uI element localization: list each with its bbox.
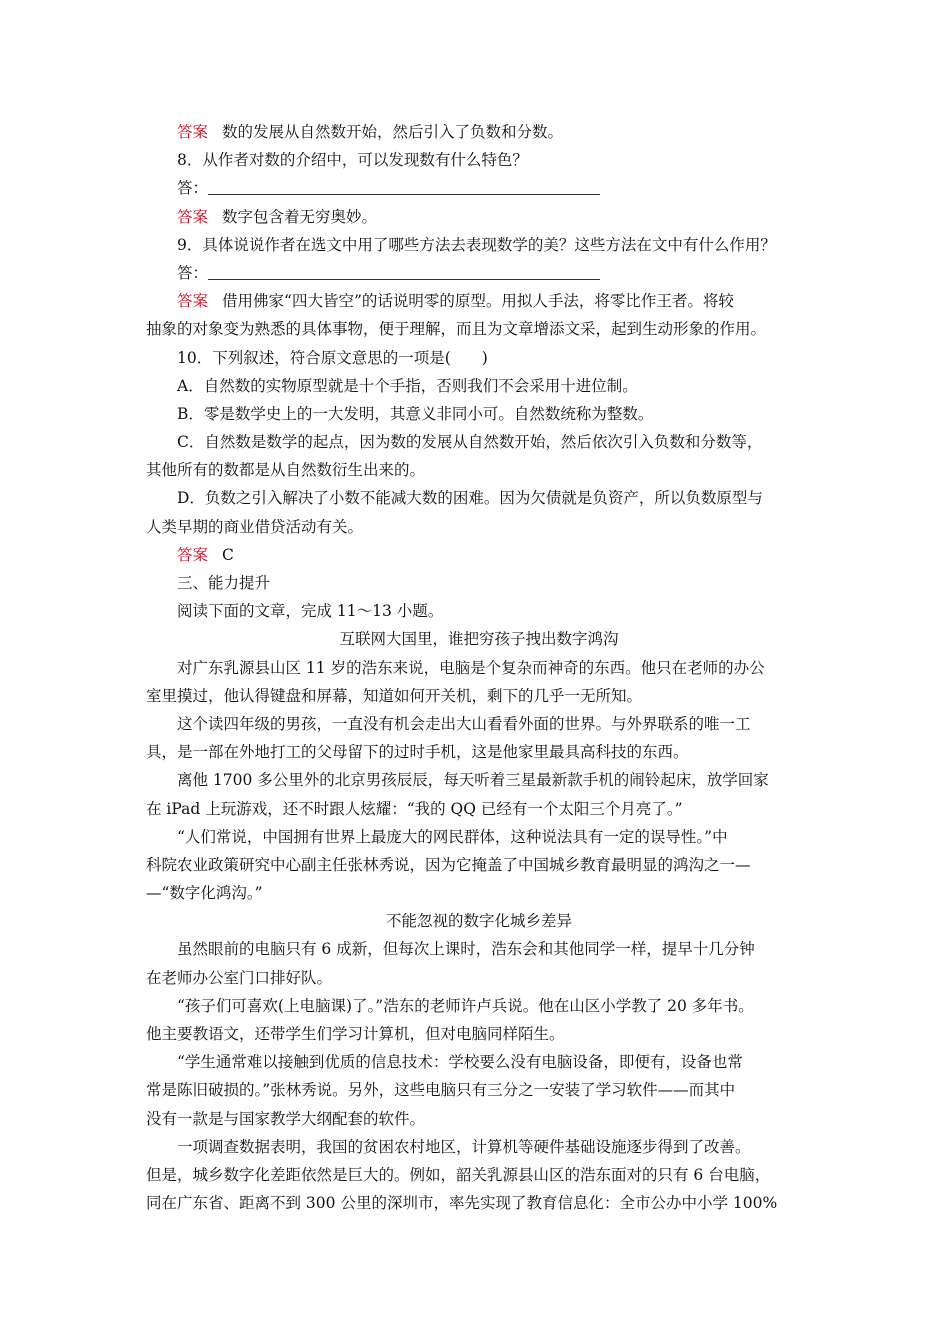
answer-blank	[208, 176, 600, 195]
answer-label: 答案	[177, 545, 209, 564]
paragraph-line: 同在广东省、距离不到 300 公里的深圳市，率先实现了教育信息化：全市公办中小学 100%	[146, 1194, 778, 1213]
blank-label: 答：	[177, 263, 209, 282]
paragraph-line: 虽然眼前的电脑只有 6 成新，但每次上课时，浩东会和其他同学一样，提早十几分钟	[177, 940, 755, 959]
paragraph-line: 室里摸过，他认得键盘和屏幕，知道如何开关机，剩下的几乎一无所知。	[146, 686, 643, 705]
blank-label: 答：	[177, 179, 209, 198]
paragraph-line: 阅读下面的文章，完成 11～13 小题。	[177, 602, 444, 621]
paragraph-line: “学生通常难以接触到优质的信息技术：学校要么没有电脑设备，即便有，设备也常	[177, 1053, 743, 1072]
answer-line	[146, 287, 812, 315]
answer-blank-line	[146, 174, 812, 202]
answer-text: 借用佛家“四大皆空”的话说明零的原型。用拟人手法，将零比作王者。将较	[222, 292, 734, 311]
answer-text: C	[222, 545, 234, 564]
section-heading: 互联网大国里，谁把穷孩子拽出数字鸿沟	[339, 630, 619, 649]
paragraph-line: 人类早期的商业借贷活动有关。	[146, 517, 364, 536]
answer-blank-line	[146, 259, 812, 287]
document-page	[146, 118, 812, 1217]
paragraph-line: 一项调查数据表明，我国的贫困农村地区，计算机等硬件基础设施逐步得到了改善。	[177, 1137, 751, 1156]
paragraph-line: C．自然数是数学的起点，因为数的发展从自然数开始，然后依次引入负数和分数等，	[177, 433, 763, 452]
paragraph-line: 其他所有的数都是从自然数衍生出来的。	[146, 461, 426, 480]
paragraph-line: 这个读四年级的男孩，一直没有机会走出大山看看外面的世界。与外界联系的唯一工	[177, 714, 751, 733]
answer-line	[146, 541, 812, 569]
paragraph-line: 离他 1700 多公里外的北京男孩辰辰，每天听着三星最新款手机的闹铃起床，放学回家	[177, 771, 769, 790]
paragraph-line: 抽象的对象变为熟悉的具体事物，便于理解，而且为文章增添文采，起到生动形象的作用。	[146, 320, 767, 339]
paragraph-line: 9．具体说说作者在选文中用了哪些方法去表现数学的美？这些方法在文中有什么作用？	[177, 235, 776, 254]
paragraph-line: 三、能力提升	[177, 574, 271, 592]
paragraph-line: 但是，城乡数字化差距依然是巨大的。例如，韶关乳源县山区的浩东面对的只有 6 台电脑，	[146, 1165, 771, 1184]
paragraph-line: D．负数之引入解决了小数不能减大数的困难。因为欠债就是负资产，所以负数原型与	[177, 489, 763, 508]
paragraph-line: 对广东乳源县山区 11 岁的浩东来说，电脑是个复杂而神奇的东西。他只在老师的办公	[177, 658, 765, 677]
answer-text: 数的发展从自然数开始，然后引入了负数和分数。	[222, 123, 564, 141]
paragraph-line: 在老师办公室门口排好队。	[146, 968, 333, 987]
paragraph-line: 8．从作者对数的介绍中，可以发现数有什么特色？	[177, 151, 528, 170]
paragraph-line: “孩子们可喜欢(上电脑课)了。”浩东的老师许卢兵说。他在山区小学教了 20 多年书。	[177, 996, 754, 1015]
paragraph-line: “人们常说，中国拥有世界上最庞大的网民群体，这种说法具有一定的误导性。”中	[177, 827, 728, 846]
answer-line	[146, 203, 812, 231]
paragraph-line: 没有一款是与国家教学大纲配套的软件。	[146, 1109, 426, 1128]
answer-label: 答案	[177, 292, 209, 311]
paragraph-line: A．自然数的实物原型就是十个手指，否则我们不会采用十进位制。	[177, 376, 638, 395]
answer-blank	[208, 261, 600, 280]
paragraph-line: 他主要教语文，还带学生们学习计算机，但对电脑同样陌生。	[146, 1025, 565, 1043]
answer-line	[146, 118, 812, 146]
paragraph-line: 10．下列叙述，符合原文意思的一项是( )	[177, 348, 488, 367]
answer-label: 答案	[177, 207, 209, 226]
paragraph-line: B．零是数学史上的一大发明，其意义非同小可。自然数统称为整数。	[177, 404, 654, 423]
paragraph-line: 科院农业政策研究中心副主任张林秀说，因为它掩盖了中国城乡教育最明显的鸿沟之一—	[146, 855, 751, 874]
paragraph-line: 常是陈旧破损的。”张林秀说。另外，这些电脑只有三分之一安装了学习软件——而其中	[146, 1081, 736, 1100]
paragraph-line: 在 iPad 上玩游戏，还不时跟人炫耀：“我的 QQ 已经有一个太阳三个月亮了。”	[146, 799, 683, 818]
paragraph-line: —“数字化鸿沟。”	[146, 884, 263, 903]
answer-label: 答案	[177, 123, 209, 141]
answer-text: 数字包含着无穷奥妙。	[222, 207, 378, 226]
paragraph-line: 具，是一部在外地打工的父母留下的过时手机，这是他家里最具高科技的东西。	[146, 743, 689, 762]
section-heading: 不能忽视的数字化城乡差异	[385, 912, 572, 931]
